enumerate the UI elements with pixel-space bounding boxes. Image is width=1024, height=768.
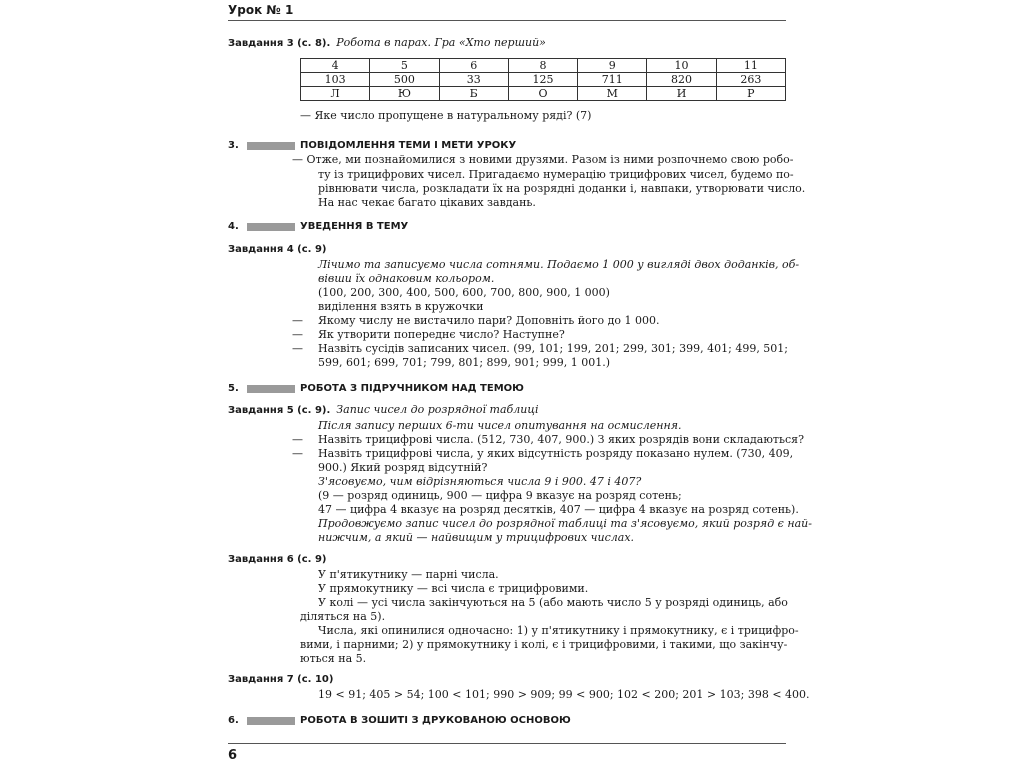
paragraph-line: ються на 5. [300, 652, 367, 665]
question-text: Якому числу не вистачило пари? Доповніть його до 1 000. [318, 314, 660, 327]
table-cell: 11 [716, 59, 785, 73]
question-text: 599, 601; 699, 701; 799, 801; 899, 901; 999, 1 001.) [318, 356, 611, 369]
table-cell: И [647, 87, 716, 101]
dash: — [292, 447, 303, 460]
paragraph-line: вими, і парними; 2) у прямокутнику і колі, є і трицифровими, і такими, що закінчу- [300, 638, 788, 651]
paragraph-line: Продовжуємо запис чисел до розрядної таблиці та з'ясовуємо, який розряд є най- [318, 517, 812, 530]
note-text: виділення взять в кружочки [318, 300, 484, 313]
paragraph-line: У прямокутнику — всі числа є трицифровими. [318, 582, 589, 595]
page-number: 6 [228, 748, 238, 763]
paragraph-line: У колі — усі числа закінчуються на 5 (або мають число 5 у розряді одиниць, або [318, 596, 788, 609]
table-row [301, 73, 786, 87]
task4-label: Завдання 4 (с. 9) [228, 244, 327, 255]
task3-heading [228, 36, 786, 51]
table-cell: 820 [647, 73, 716, 87]
section-bar [247, 385, 295, 393]
question-text: 900.) Який розряд відсутній? [318, 461, 488, 474]
question-text: Назвіть трицифрові числа. (512, 730, 407, 900.) З яких розрядів вони складаються? [318, 433, 804, 446]
table-cell: 103 [301, 73, 370, 87]
task7-label: Завдання 7 (с. 10) [228, 674, 334, 685]
task3-activity: Робота в парах. Гра «Хто перший» [336, 36, 546, 49]
paragraph-line: Після запису перших 6-ти чисел опитування на осмислення. [318, 419, 682, 432]
paragraph-line: нижчим, а який — найвищим у трицифрових числах. [318, 531, 635, 544]
table-cell: 4 [301, 59, 370, 73]
task4-heading [228, 242, 786, 257]
table-cell: 711 [578, 73, 647, 87]
table-cell: Л [301, 87, 370, 101]
paragraph-line: ту із трицифрових чисел. Пригадаємо нумерацію трицифрових чисел, будемо по- [318, 168, 794, 181]
table-cell: 5 [370, 59, 439, 73]
table-row [301, 87, 786, 101]
section-5-heading [228, 382, 786, 396]
comparison-line: 19 < 91; 405 > 54; 100 < 101; 990 > 909; 99 < 900; 102 < 200; 201 > 103; 398 < 400. [318, 688, 810, 701]
paragraph-line: Числа, які опинилися одночасно: 1) у п'ятикутнику і прямокутнику, є і трицифро- [318, 624, 799, 637]
section-bar [247, 717, 295, 725]
table-cell: Б [439, 87, 508, 101]
table-cell: 500 [370, 73, 439, 87]
lesson-header: Урок № 1 [228, 3, 294, 17]
table-cell: 9 [578, 59, 647, 73]
section-bar [247, 142, 295, 150]
task7-heading [228, 672, 786, 687]
task6-label: Завдання 6 (с. 9) [228, 554, 327, 565]
dash: — [292, 433, 303, 446]
footer-rule [228, 743, 786, 744]
section-title: РОБОТА В ЗОШИТІ З ДРУКОВАНОЮ ОСНОВОЮ [300, 715, 571, 726]
section-6-heading [228, 714, 786, 728]
paragraph-line: На нас чекає багато цікавих завдань. [318, 196, 536, 209]
section-4-heading [228, 220, 786, 234]
section-title: УВЕДЕННЯ В ТЕМУ [300, 221, 409, 232]
section-number: 5. [228, 383, 239, 394]
paragraph-line: З'ясовуємо, чим відрізняються числа 9 і 900. 47 і 407? [318, 475, 642, 488]
paragraph-line: рівнювати числа, розкладати їх на розрядні доданки і, навпаки, утворювати число. [318, 182, 806, 195]
section-3-heading [228, 139, 786, 153]
section-number: 6. [228, 715, 239, 726]
paragraph-line: Лічимо та записуємо числа сотнями. Подаємо 1 000 у вигляді двох доданків, об- [318, 258, 800, 271]
paragraph-line: У п'ятикутнику — парні числа. [318, 568, 499, 581]
paragraph-line: 47 — цифра 4 вказує на розряд десятків, 407 — цифра 4 вказує на розряд сотень). [318, 503, 799, 516]
question-text: Назвіть трицифрові числа, у яких відсутність розряду показано нулем. (730, 409, [318, 447, 794, 460]
dash: — [292, 314, 303, 327]
table-row [301, 59, 786, 73]
table-cell: 10 [647, 59, 716, 73]
textbook-page [228, 0, 812, 768]
section-number: 4. [228, 221, 239, 232]
task6-heading [228, 552, 786, 567]
task5-activity: Запис чисел до розрядної таблиці [336, 403, 539, 416]
table-cell: Р [716, 87, 785, 101]
paragraph-line: вівши їх однаковим кольором. [318, 272, 495, 285]
table-cell: 125 [508, 73, 577, 87]
table-cell: 8 [508, 59, 577, 73]
table-cell: 6 [439, 59, 508, 73]
section-bar [247, 223, 295, 231]
table-cell: 33 [439, 73, 508, 87]
paragraph-line: — Отже, ми познайомилися з новими друзями. Разом із ними розпочнемо свою робо- [292, 153, 794, 166]
table-cell: М [578, 87, 647, 101]
section-number: 3. [228, 140, 239, 151]
dash: — [292, 328, 303, 341]
letter-table [300, 58, 786, 101]
task5-label: Завдання 5 (с. 9). [228, 405, 331, 416]
section-title: ПОВІДОМЛЕННЯ ТЕМИ І МЕТИ УРОКУ [300, 140, 517, 151]
numbers-list: (100, 200, 300, 400, 500, 600, 700, 800, 900, 1 000) [318, 286, 610, 299]
dash: — [292, 342, 303, 355]
table-cell: Ю [370, 87, 439, 101]
paragraph-line: діляться на 5). [300, 610, 386, 623]
question-text: Як утворити попереднє число? Наступне? [318, 328, 565, 341]
header-rule [228, 20, 786, 21]
question-text: Назвіть сусідів записаних чисел. (99, 101; 199, 201; 299, 301; 399, 401; 499, 501; [318, 342, 789, 355]
section-title: РОБОТА З ПІДРУЧНИКОМ НАД ТЕМОЮ [300, 383, 524, 394]
table-cell: 263 [716, 73, 785, 87]
task3-question: — Яке число пропущене в натуральному ряді? (7) [300, 109, 592, 122]
table-cell: О [508, 87, 577, 101]
paragraph-line: (9 — розряд одиниць, 900 — цифра 9 вказує на розряд сотень; [318, 489, 682, 502]
task3-label: Завдання 3 (с. 8). [228, 38, 331, 49]
task5-heading [228, 403, 786, 418]
